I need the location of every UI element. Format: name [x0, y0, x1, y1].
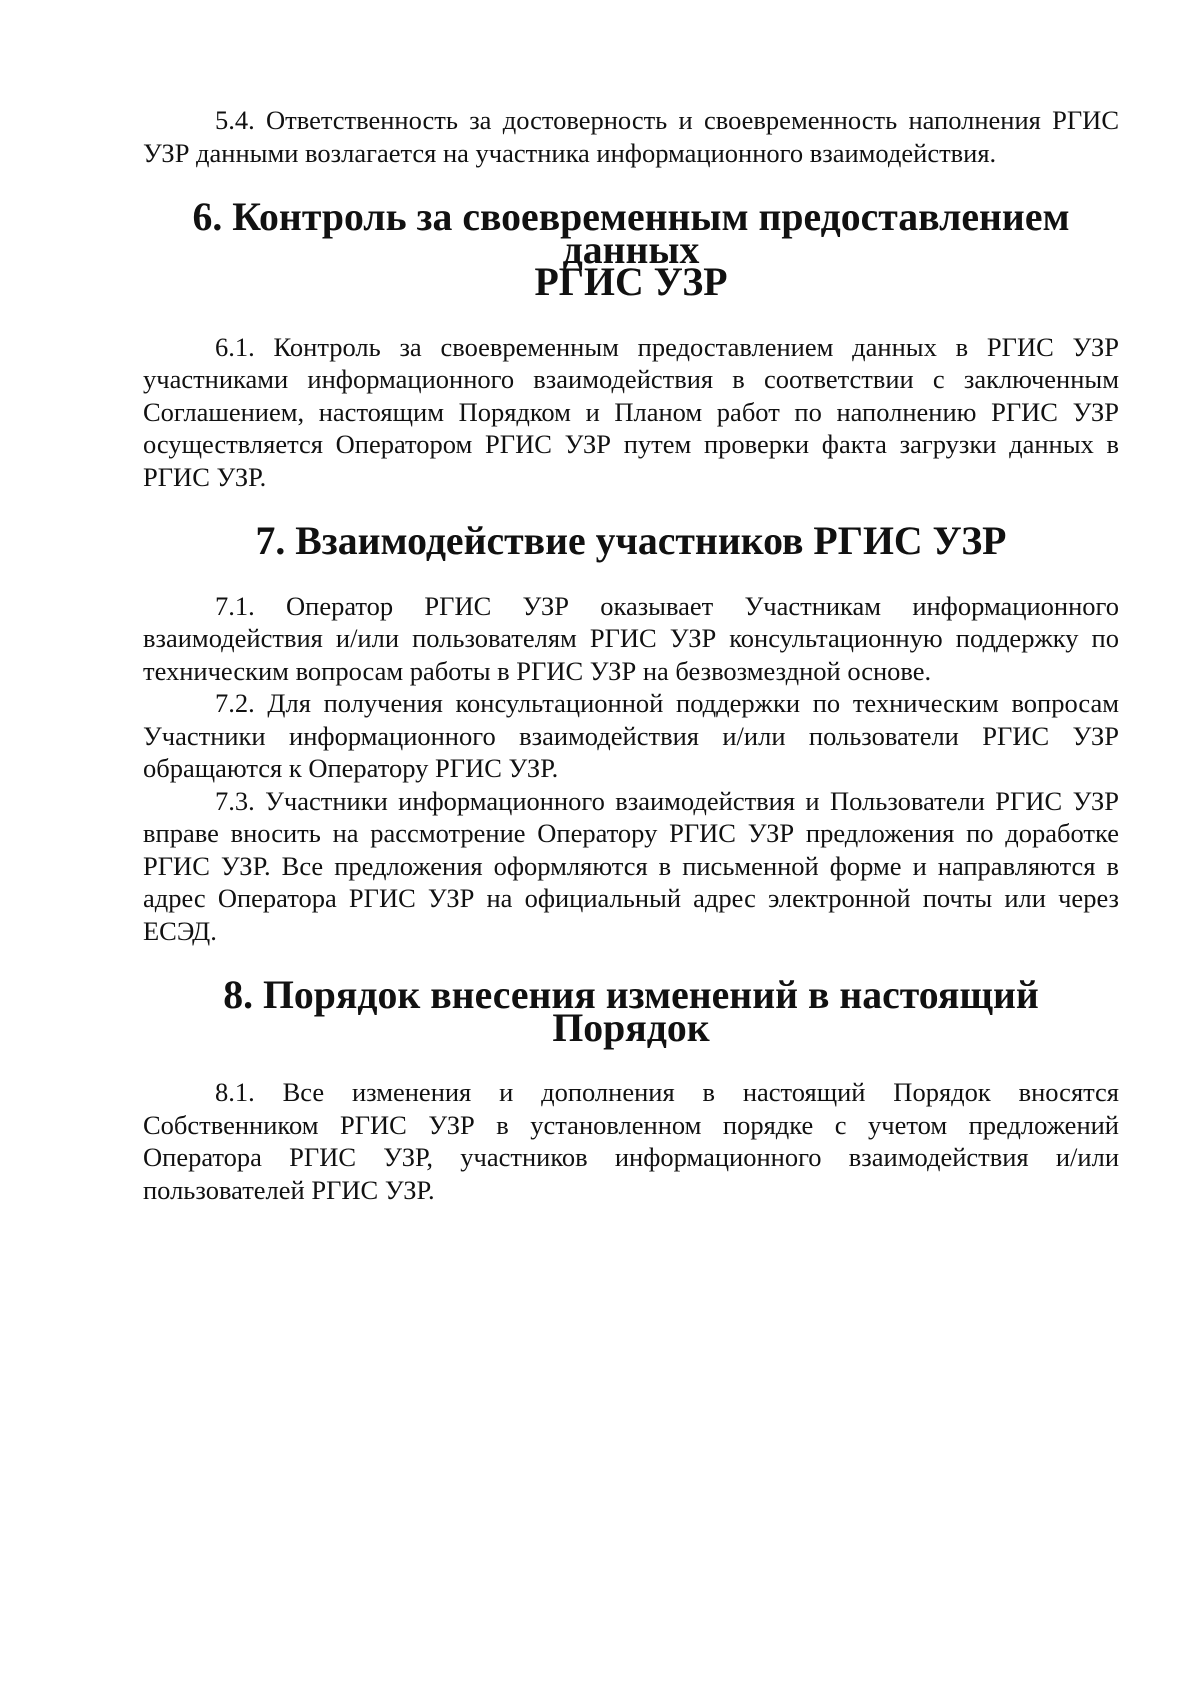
paragraph-8-1: 8.1. Все изменения и дополнения в настоящий Порядок вносятся Собственником РГИС УЗР в установленном порядке с учетом предложений Оператора РГИС УЗР, участников информационного взаимодействия и/или пользователей РГИС УЗР.: [143, 1077, 1119, 1205]
paragraph-5-4: 5.4. Ответственность за достоверность и своевременность наполнения РГИС УЗР данными возлагается на участника информационного взаимодействия.: [143, 105, 1119, 168]
paragraph-7-1: 7.1. Оператор РГИС УЗР оказывает Участникам информационного взаимодействия и/или пользователям РГИС УЗР консультационную поддержку по техническим вопросам работы в РГИС УЗР на безвозмездной основе.: [143, 590, 1119, 686]
section-7-heading: 7. Взаимодействие участников РГИС УЗР: [255, 519, 1007, 563]
section-6-heading: [143, 195, 1119, 304]
paragraph-6-1: 6.1. Контроль за своевременным предоставлением данных в РГИС УЗР участниками информационного взаимодействия в соответствии с заключенным Соглашением, настоящим Порядком и Планом работ по наполнению РГИС УЗР осуществляется Оператором РГИС УЗР путем проверки факта загрузки данных в РГИС УЗР.: [143, 331, 1119, 492]
section-6-heading-line-1: 6. Контроль за своевременным предоставлением данных: [192, 195, 1070, 272]
paragraph-7-2: 7.2. Для получения консультационной поддержки по техническим вопросам Участники информационного взаимодействия и/или пользователи РГИС УЗР обращаются к Оператору РГИС УЗР.: [143, 688, 1119, 783]
section-6-heading-line-2: РГИС УЗР: [534, 260, 728, 304]
paragraph-7-3: 7.3. Участники информационного взаимодействия и Пользователи РГИС УЗР вправе вносить на рассмотрение Оператору РГИС УЗР предложения по доработке РГИС УЗР. Все предложения оформляются в письменной форме и направляются в адрес Оператора РГИС УЗР на официальный адрес электронной почты или через ЕСЭД.: [143, 785, 1119, 946]
section-8-heading: 8. Порядок внесения изменений в настоящий Порядок: [223, 973, 1039, 1050]
document-page: [143, 104, 1119, 1206]
